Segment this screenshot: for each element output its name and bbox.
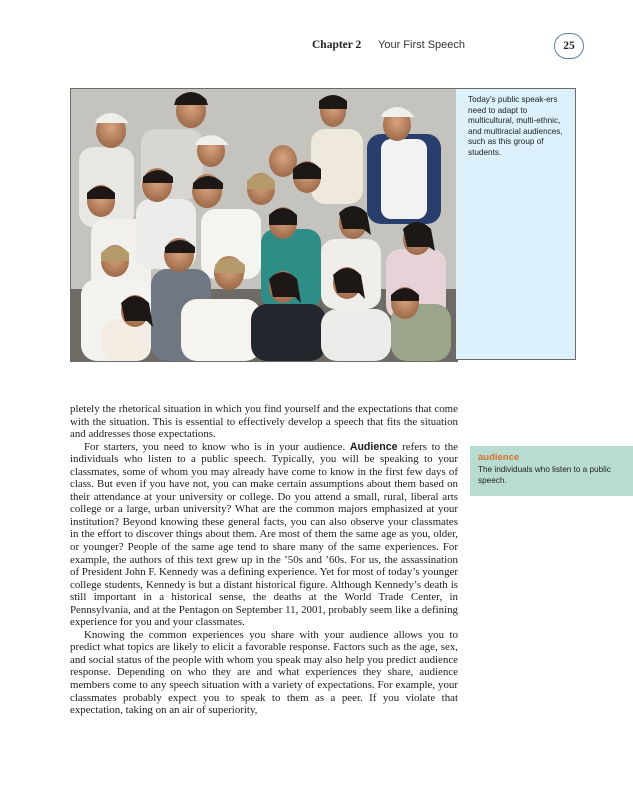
chapter-label: Chapter 2 [312,39,362,51]
glossary-definition: The individuals who listen to a public speech. [478,465,611,485]
paragraph-2-lead: For starters, you need to know who is in your audience. [84,440,350,453]
group-photo-illustration [71,89,457,361]
page-number: 25 [554,33,584,59]
figure-caption: Today’s public speak-ers need to adapt to multicultural, multi-ethnic, and multiracial audiences, such as this group of students. [456,88,576,360]
body-text [70,403,458,717]
chapter-title: Your First Speech [378,39,466,51]
glossary-term: audience [478,452,520,463]
key-term-audience: Audience [349,440,398,453]
running-header [0,33,633,61]
paragraph-3: Knowing the common experiences you share with your audience allows you to predict what topics are likely to elicit a favorable response. Factors such as the age, sex, and social status of the people with whom you speak may also help you predict audience response. Depending on who they are and what experiences they share, audience members come to any speech situation with a variety of expectations. For example, your classmates probably expect you to speak to them as a peer. If you violate that expectation, taking on an air of superiority, [70,628,458,717]
paragraph-1: pletely the rhetorical situation in which you find yourself and the expectations that come with the situation. This is essential to effectively develop a speech that fits the situation and addresses those expectations. [70,403,458,441]
group-photo [70,88,458,362]
glossary-box [470,446,633,496]
paragraph-2 [70,441,458,629]
paragraph-2-rest: refers to the individuals who listen to a public speech. Typically, you will be speaking to your classmates, some of whom you may already have come to know in the first few days of class. But even if you have not, you can make certain assumptions about them based on their attendance at your university or college. Do you attend a small, rural, liberal arts college or a large, urban university? What are the common majors emphasized at your institution? Beyond knowing these general facts, you can also observe your classmates in the effort to discover things about them. Are most of them the same age as you, older, or younger? People of the same age tend to share many of the same experiences. For example, the authors of this text grew up in the ’50s and ’60s. For us, the assassination of President John F. Kennedy was a defining experience. Yet for most of today’s younger college students, Kennedy is but a distant historical figure. Although Kennedy’s death is still important in a historical sense, the deaths at the World Trade Center, in Pennsylvania, and at the Pentagon on September 11, 2001, probably seem like a defining experience for you and your classmates. [70,440,458,629]
